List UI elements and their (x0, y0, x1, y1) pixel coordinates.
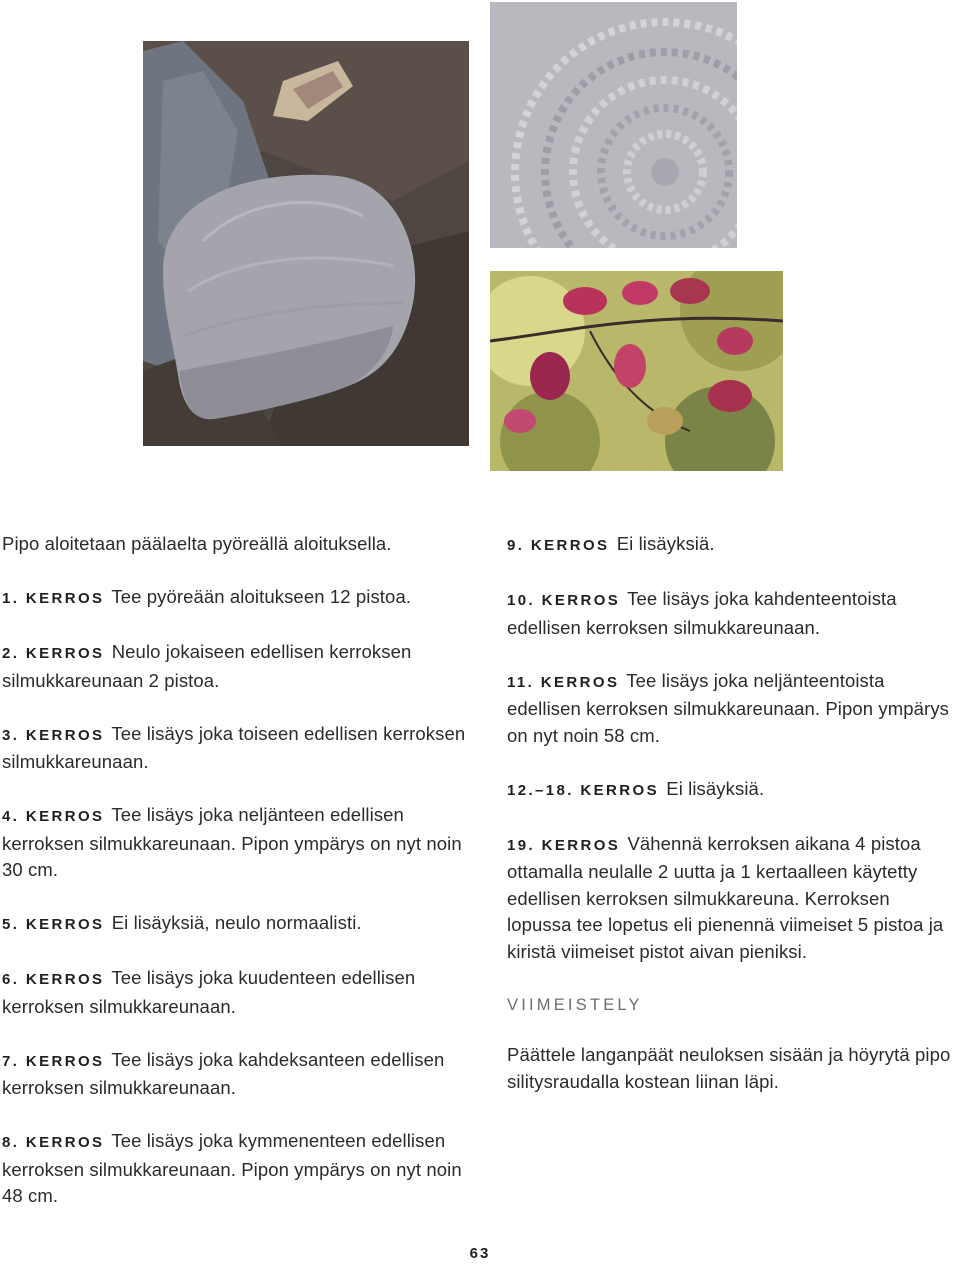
instructions-right-column (507, 531, 957, 1122)
row-instruction (2, 910, 472, 939)
row-text: Ei lisäyksiä. (616, 533, 715, 554)
row-label: 11. KERROS (507, 673, 620, 691)
row-text: Vähennä kerroksen aikana 4 pistoa ottamalla neulalle 2 uutta ja 1 kertaalleen käytetty edellisen kerroksen silmukkareuna. Kerroksen lopussa tee lopetus eli pienennä viimeiset 5 pistoa ja kiristä viimeiset pistot aivan pieniksi. (507, 832, 944, 962)
row-text: Tee lisäys joka kuudenteen edellisen kerroksen silmukkareunaan. (2, 967, 416, 1017)
row-label: 9. KERROS (507, 537, 610, 554)
row-label: 2. KERROS (2, 645, 105, 662)
row-label: 19. KERROS (507, 836, 621, 854)
intro-text: Pipo aloitetaan päälaelta pyöreällä aloituksella. (2, 533, 392, 554)
row-text: Neulo jokaiseen edellisen kerroksen silmukkareunaan 2 pistoa. (2, 641, 412, 691)
row-label: 10. KERROS (507, 592, 621, 609)
row-text: Tee lisäys joka neljänteen edellisen kerroksen silmukkareunaan. Pipon ympärys on nyt noin 30 cm. (2, 804, 462, 880)
row-label: 1. KERROS (2, 590, 105, 607)
row-instruction (507, 776, 957, 805)
autumn-leaves-photo (490, 271, 783, 471)
row-label: 4. KERROS (2, 808, 105, 825)
row-instruction (2, 965, 472, 1020)
row-label: 5. KERROS (2, 916, 105, 933)
row-text: Tee lisäys joka kymmenenteen edellisen kerroksen silmukkareunaan. Pipon ympärys on nyt noin 48 cm. (2, 1130, 462, 1206)
page-number: 63 (469, 1245, 491, 1262)
row-text: Tee lisäys joka neljänteentoista edellisen kerroksen silmukkareunaan. Pipon ympärys on nyt noin 58 cm. (507, 669, 950, 746)
row-text: Tee lisäys joka toiseen edellisen kerroksen silmukkareunaan. (2, 722, 466, 772)
instructions-left-column (2, 531, 472, 1236)
row-label: 8. KERROS (2, 1134, 105, 1151)
row-instruction (2, 584, 472, 613)
row-text: Ei lisäyksiä. (666, 777, 765, 799)
row-instruction (2, 639, 472, 694)
row-label: 7. KERROS (2, 1052, 105, 1070)
hat-photo (143, 41, 469, 446)
finishing-heading: VIIMEISTELY (507, 995, 643, 1014)
row-instruction (507, 668, 957, 750)
row-text: Ei lisäyksiä, neulo normaalisti. (111, 912, 362, 933)
row-instruction (507, 586, 957, 641)
row-instruction (507, 531, 957, 560)
row-instruction (2, 721, 472, 776)
stitch-closeup-photo (490, 2, 737, 248)
row-label: 3. KERROS (2, 726, 105, 744)
row-instruction (2, 1128, 472, 1210)
finishing-text: Päättele langanpäät neuloksen sisään ja höyrytä pipo silitysraudalla kostean liinan läpi. (507, 1044, 951, 1092)
row-text: Tee lisäys joka kahdenteentoista edellisen kerroksen silmukkareunaan. (507, 588, 897, 638)
row-instruction (2, 802, 472, 884)
row-text: Tee pyöreään aloitukseen 12 pistoa. (111, 586, 412, 607)
row-label: 6. KERROS (2, 971, 105, 988)
row-text: Tee lisäys joka kahdeksanteen edellisen kerroksen silmukkareunaan. (2, 1048, 445, 1098)
row-label: 12.–18. KERROS (507, 781, 659, 799)
row-instruction (2, 1047, 472, 1102)
row-instruction (507, 831, 957, 966)
